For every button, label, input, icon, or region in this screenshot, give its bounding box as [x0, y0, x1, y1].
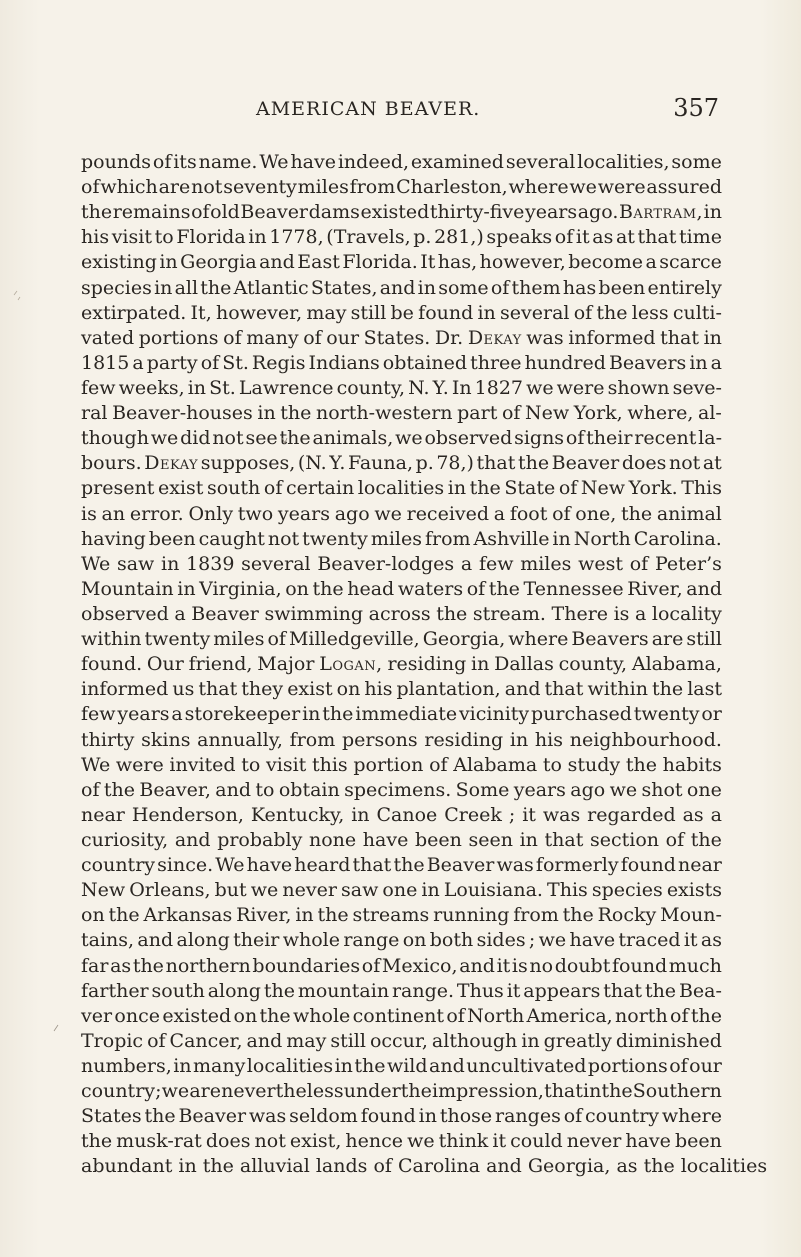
text-line: found. Our friend, Major Logan, residing in Dallas county, Alabama,: [81, 653, 722, 676]
text-line: We were invited to visit this portion of Alabama to study the habits: [81, 753, 722, 776]
text-line: abundant in the alluvial lands of Carolina and Georgia, as the localities: [81, 1155, 768, 1178]
text-line: Mountain in Virginia, on the head waters of the Tennessee River, and: [81, 577, 722, 600]
text-line: curiosity, and probably none have been seen in that section of the: [81, 828, 722, 851]
text-line: pounds of its name. We have indeed, examined several localities, some: [81, 151, 722, 173]
text-line: existing in Georgia and East Florida. It has, however, become a scarce: [81, 251, 722, 274]
running-title: AMERICAN BEAVER.: [256, 98, 481, 120]
body-text: [81, 150, 768, 1179]
text-line: farther south along the mountain range. Thus it appears that the Bea-: [81, 979, 722, 1002]
text-line: of the Beaver, and to obtain specimens. Some years ago we shot one: [81, 778, 722, 801]
text-line: informed us that they exist on his plantation, and that within the last: [81, 678, 722, 701]
text-line: States the Beaver was seldom found in those ranges of country where: [81, 1105, 722, 1128]
text-line: the remains of old Beaver dams existed thirty-five years ago. Bartram, in: [81, 201, 722, 224]
text-line: 1815 a party of St. Regis Indians obtained three hundred Beavers in a: [81, 351, 722, 374]
pencil-dash-mark: [54, 1025, 58, 1031]
text-line: though we did not see the animals, we observed signs of their recent la-: [81, 427, 722, 450]
margin-dots-mark: [14, 291, 20, 300]
text-line: observed a Beaver swimming across the stream. There is a locality: [81, 602, 722, 625]
text-line: few weeks, in St. Lawrence county, N. Y. In 1827 we were shown seve-: [81, 376, 722, 399]
text-line: country since. We have heard that the Beaver was formerly found near: [81, 854, 722, 877]
text-line: his visit to Florida in 1778, (Travels, p. 281,) speaks of it as at that time: [81, 226, 722, 249]
text-line: of which are not seventy miles from Charleston, where we were assured: [81, 176, 722, 199]
text-line: New Orleans, but we never saw one in Louisiana. This species exists: [81, 879, 722, 902]
text-line: tains, and along their whole range on both sides ; we have traced it as: [81, 929, 722, 952]
text-line: the musk-rat does not exist, hence we think it could never have been: [81, 1130, 722, 1153]
text-line: having been caught not twenty miles from Ashville in North Carolina.: [81, 527, 722, 550]
text-line: We saw in 1839 several Beaver-lodges a few miles west of Peter’s: [81, 552, 722, 575]
text-line: Tropic of Cancer, and may still occur, although in greatly diminished: [81, 1029, 722, 1052]
page-number: 357: [673, 94, 719, 122]
text-line: thirty skins annually, from persons residing in his neighbourhood.: [81, 728, 722, 751]
text-line: vated portions of many of our States. Dr. Dekay was informed that in: [81, 326, 722, 349]
text-line: bours. Dekay supposes, (N. Y. Fauna, p. 78,) that the Beaver does not at: [81, 452, 722, 475]
running-head: [0, 92, 801, 122]
text-line: present exist south of certain localities in the State of New York. This: [81, 477, 722, 500]
text-line: numbers, in many localities in the wild and uncultivated portions of our: [81, 1054, 722, 1077]
text-line: on the Arkansas River, in the streams running from the Rocky Moun-: [81, 904, 722, 927]
text-line: species in all the Atlantic States, and in some of them has been entirely: [81, 276, 722, 299]
text-line: near Henderson, Kentucky, in Canoe Creek ; it was regarded as a: [81, 803, 722, 826]
text-line: country ; we are nevertheless under the impression, that in the Southern: [81, 1080, 722, 1103]
text-line: ver once existed on the whole continent of North America, north of the: [81, 1004, 722, 1027]
text-line: far as the northern boundaries of Mexico, and it is no doubt found much: [81, 954, 722, 977]
text-line: is an error. Only two years ago we received a foot of one, the animal: [81, 502, 722, 525]
text-line: within twenty miles of Milledgeville, Georgia, where Beavers are still: [81, 628, 722, 651]
text-line: few years a storekeeper in the immediate vicinity purchased twenty or: [81, 703, 722, 726]
text-line: ral Beaver-houses in the north-western part of New York, where, al-: [81, 402, 722, 425]
text-line: extirpated. It, however, may still be found in several of the less culti-: [81, 301, 722, 324]
